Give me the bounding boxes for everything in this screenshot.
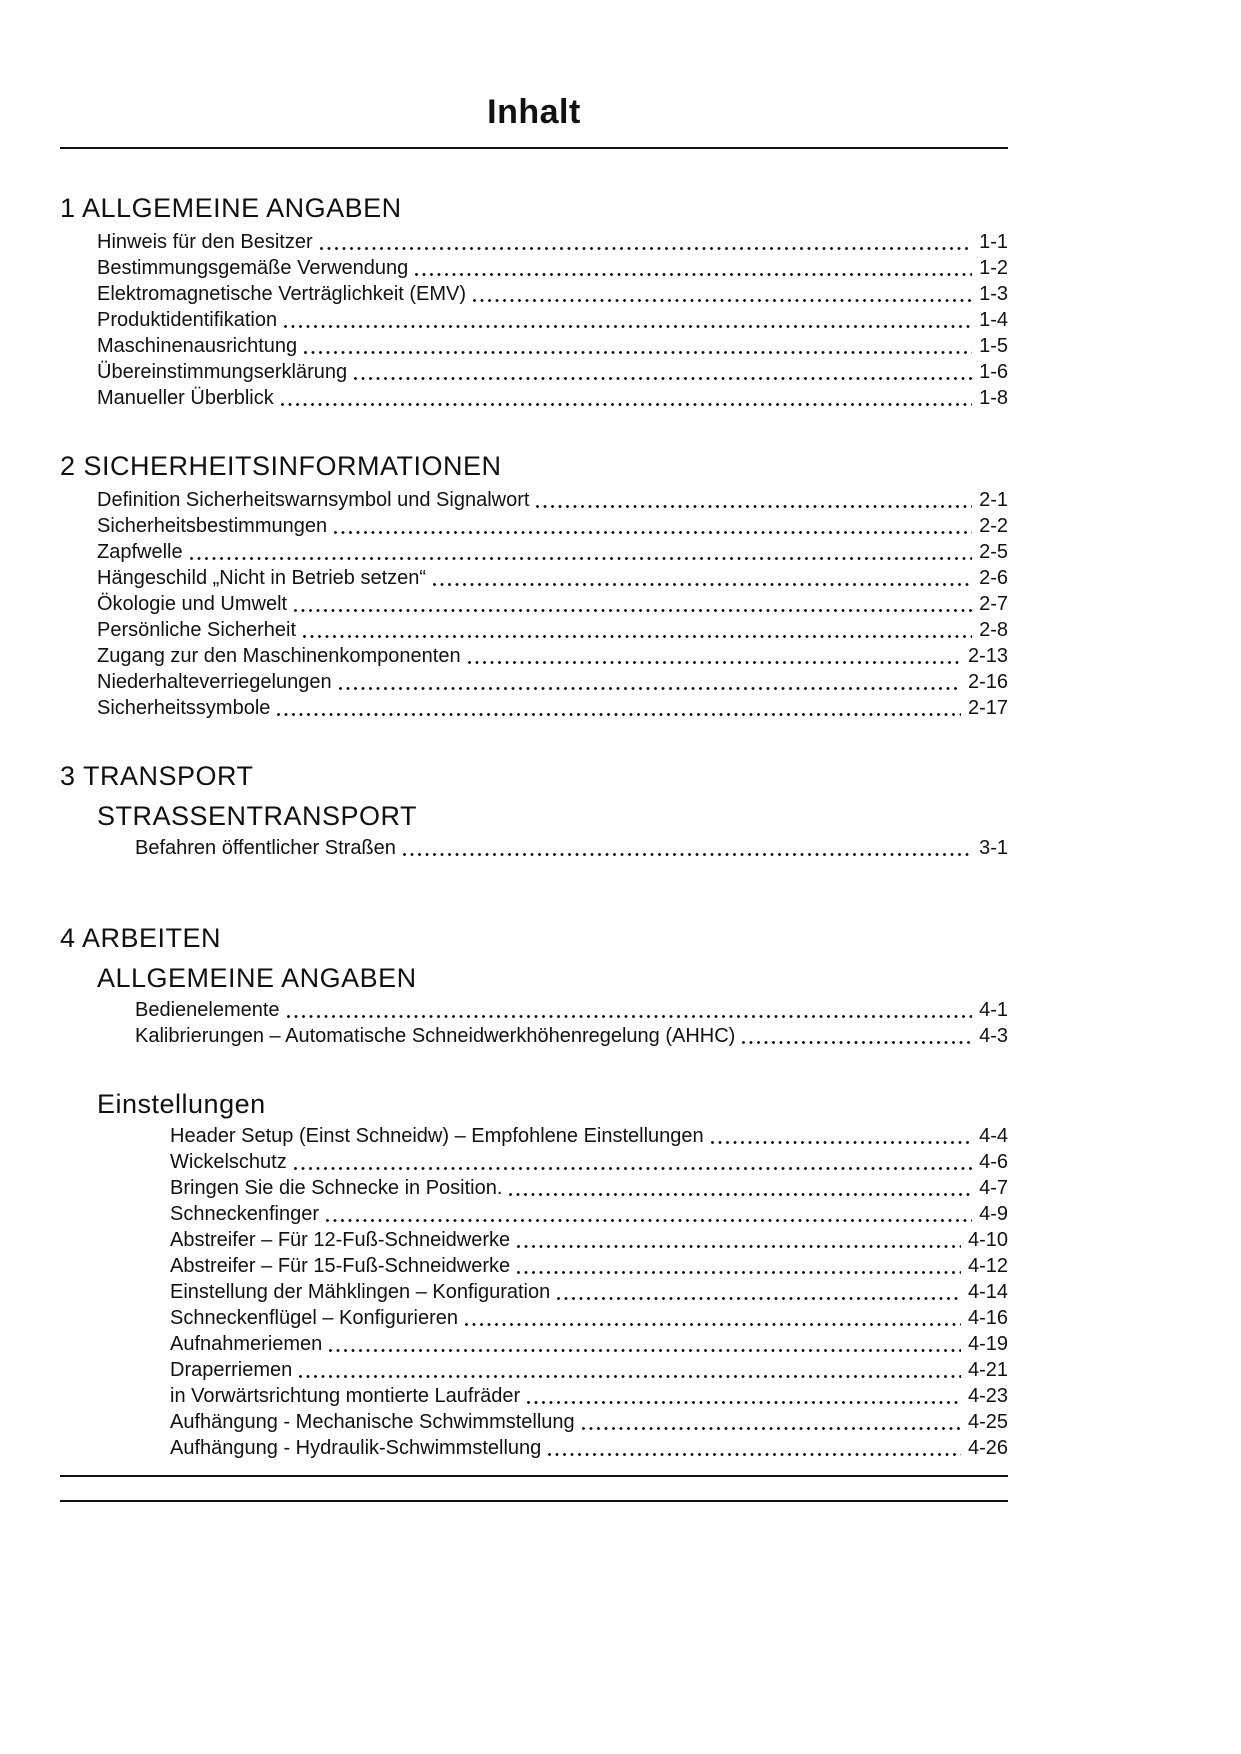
dot-leader: [509, 1193, 972, 1196]
toc-entry-title: Abstreifer – Für 15-Fuß-Schneidwerke: [170, 1255, 511, 1277]
toc-entry-page-number: 4-14: [967, 1281, 1008, 1303]
toc-entry-page-number: 1-5: [979, 335, 1008, 357]
dot-leader: [299, 1375, 961, 1378]
dot-leader: [473, 299, 972, 302]
toc-entry: [60, 539, 1008, 565]
toc-entry-title: Elektromagnetische Verträglichkeit (EMV): [97, 283, 467, 305]
toc-entry-page-number: 1-3: [979, 283, 1008, 305]
dot-leader: [339, 687, 961, 690]
footer-divider-bottom: [60, 1500, 1008, 1502]
table-of-contents: [60, 193, 1008, 1461]
toc-entry: [60, 229, 1008, 255]
dot-leader: [281, 403, 972, 406]
dot-leader: [536, 505, 972, 508]
toc-entry-title: Ökologie und Umwelt: [97, 593, 288, 615]
dot-leader: [433, 583, 972, 586]
toc-entry-page-number: 2-2: [979, 515, 1008, 537]
subsection-heading: Einstellungen: [97, 1089, 266, 1119]
toc-entry: [60, 1305, 1008, 1331]
toc-entry-page-number: 4-25: [967, 1411, 1008, 1433]
toc-entry-title: Aufhängung - Hydraulik-Schwimmstellung: [170, 1437, 542, 1459]
document-page: [60, 0, 1008, 1502]
toc-entry-title: Übereinstimmungserklärung: [97, 361, 348, 383]
toc-entry-title: Maschinenausrichtung: [97, 335, 298, 357]
toc-entry-page-number: 4-26: [967, 1437, 1008, 1459]
dot-leader: [354, 377, 972, 380]
toc-entry-page-number: 4-4: [979, 1125, 1008, 1147]
toc-entry-title: Wickelschutz: [170, 1151, 287, 1173]
toc-entry-page-number: 4-12: [967, 1255, 1008, 1277]
toc-entry: [60, 1149, 1008, 1175]
section-heading: 3 TRANSPORT: [60, 761, 254, 791]
toc-entry: [60, 281, 1008, 307]
dot-leader: [742, 1041, 972, 1044]
toc-entry: [60, 385, 1008, 411]
dot-leader: [294, 1167, 972, 1170]
dot-leader: [403, 853, 972, 856]
toc-entry-title: in Vorwärtsrichtung montierte Laufräder: [170, 1385, 521, 1407]
toc-entry: [60, 1409, 1008, 1435]
toc-entry-title: Bringen Sie die Schnecke in Position.: [170, 1177, 503, 1199]
toc-entry-title: Abstreifer – Für 12-Fuß-Schneidwerke: [170, 1229, 511, 1251]
section-heading: 4 ARBEITEN: [60, 923, 222, 953]
toc-entry-title: Persönliche Sicherheit: [97, 619, 296, 641]
toc-entry: [60, 643, 1008, 669]
title-divider: [60, 147, 1008, 149]
toc-entry: [60, 1279, 1008, 1305]
dot-leader: [303, 635, 972, 638]
dot-leader: [468, 661, 961, 664]
toc-entry-title: Sicherheitssymbole: [97, 697, 271, 719]
toc-entry: [60, 835, 1008, 861]
toc-entry: [60, 1175, 1008, 1201]
dot-leader: [415, 273, 972, 276]
dot-leader: [304, 351, 972, 354]
toc-entry-title: Produktidentifikation: [97, 309, 278, 331]
toc-entry-title: Zapfwelle: [97, 541, 183, 563]
toc-entry: [60, 997, 1008, 1023]
toc-entry-page-number: 4-9: [979, 1203, 1008, 1225]
dot-leader: [517, 1245, 961, 1248]
toc-entry-title: Aufnahmeriemen: [170, 1333, 323, 1355]
toc-entry: [60, 513, 1008, 539]
toc-entry-page-number: 2-17: [967, 697, 1008, 719]
toc-entry: [60, 695, 1008, 721]
dot-leader: [711, 1141, 972, 1144]
toc-entry-page-number: 2-5: [979, 541, 1008, 563]
toc-entry-title: Definition Sicherheitswarnsymbol und Signalwort: [97, 489, 530, 511]
toc-entry: [60, 359, 1008, 385]
toc-entry-page-number: 2-8: [979, 619, 1008, 641]
toc-entry: [60, 255, 1008, 281]
toc-entry: [60, 487, 1008, 513]
toc-entry-page-number: 4-19: [967, 1333, 1008, 1355]
toc-entry-title: Schneckenfinger: [170, 1203, 319, 1225]
toc-entry-title: Befahren öffentlicher Straßen: [135, 837, 396, 859]
toc-entry-page-number: 4-3: [979, 1025, 1008, 1047]
toc-entry-title: Aufhängung - Mechanische Schwimmstellung: [170, 1411, 575, 1433]
dot-leader: [582, 1427, 961, 1430]
dot-leader: [334, 531, 972, 534]
toc-entry-title: Hängeschild „Nicht in Betrieb setzen“: [97, 567, 427, 589]
subsection-heading: ALLGEMEINE ANGABEN: [97, 963, 417, 993]
dot-leader: [294, 609, 972, 612]
dot-leader: [517, 1271, 961, 1274]
toc-entry-title: Bestimmungsgemäße Verwendung: [97, 257, 409, 279]
toc-entry-page-number: 1-6: [979, 361, 1008, 383]
toc-entry: [60, 1253, 1008, 1279]
dot-leader: [287, 1015, 973, 1018]
dot-leader: [284, 325, 972, 328]
toc-entry: [60, 1357, 1008, 1383]
toc-entry-title: Schneckenflügel – Konfigurieren: [170, 1307, 458, 1329]
toc-entry-title: Header Setup (Einst Schneidw) – Empfohlene Einstellungen: [170, 1125, 704, 1147]
dot-leader: [190, 557, 972, 560]
toc-entry: [60, 565, 1008, 591]
dot-leader: [465, 1323, 961, 1326]
toc-entry-page-number: 4-1: [979, 999, 1008, 1021]
toc-entry: [60, 591, 1008, 617]
toc-entry-title: Zugang zur den Maschinenkomponenten: [97, 645, 461, 667]
toc-entry-title: Bedienelemente: [135, 999, 280, 1021]
toc-entry-title: Manueller Überblick: [97, 387, 274, 409]
dot-leader: [326, 1219, 972, 1222]
toc-entry-page-number: 3-1: [979, 837, 1008, 859]
toc-entry-page-number: 2-13: [967, 645, 1008, 667]
footer-divider-top: [60, 1475, 1008, 1477]
dot-leader: [548, 1453, 961, 1456]
toc-entry-page-number: 2-7: [979, 593, 1008, 615]
toc-entry-title: Draperriemen: [170, 1359, 293, 1381]
toc-entry-title: Kalibrierungen – Automatische Schneidwerkhöhenregelung (AHHC): [135, 1025, 736, 1047]
toc-entry-page-number: 1-4: [979, 309, 1008, 331]
toc-entry: [60, 1435, 1008, 1461]
section-heading: 1 ALLGEMEINE ANGABEN: [60, 193, 402, 223]
toc-entry-page-number: 4-21: [967, 1359, 1008, 1381]
toc-entry-page-number: 2-6: [979, 567, 1008, 589]
toc-entry: [60, 307, 1008, 333]
section-heading: 2 SICHERHEITSINFORMATIONEN: [60, 451, 502, 481]
dot-leader: [320, 247, 972, 250]
toc-entry: [60, 1227, 1008, 1253]
dot-leader: [557, 1297, 961, 1300]
toc-entry: [60, 617, 1008, 643]
footer-divider-group: [60, 1475, 1008, 1502]
page-title: Inhalt: [487, 93, 581, 131]
toc-entry-page-number: 2-16: [967, 671, 1008, 693]
toc-entry-title: Niederhalteverriegelungen: [97, 671, 332, 693]
toc-entry: [60, 1123, 1008, 1149]
toc-entry: [60, 1383, 1008, 1409]
toc-entry-page-number: 4-6: [979, 1151, 1008, 1173]
toc-entry: [60, 333, 1008, 359]
toc-entry-page-number: 4-16: [967, 1307, 1008, 1329]
toc-entry-page-number: 1-1: [979, 231, 1008, 253]
toc-entry-page-number: 4-10: [967, 1229, 1008, 1251]
dot-leader: [277, 713, 961, 716]
toc-entry: [60, 1023, 1008, 1049]
toc-entry: [60, 1201, 1008, 1227]
toc-entry: [60, 669, 1008, 695]
toc-entry-page-number: 4-7: [979, 1177, 1008, 1199]
toc-entry: [60, 1331, 1008, 1357]
toc-entry-title: Hinweis für den Besitzer: [97, 231, 313, 253]
dot-leader: [527, 1401, 961, 1404]
toc-entry-title: Einstellung der Mähklingen – Konfiguration: [170, 1281, 551, 1303]
toc-entry-page-number: 2-1: [979, 489, 1008, 511]
toc-entry-page-number: 1-8: [979, 387, 1008, 409]
toc-entry-page-number: 4-23: [967, 1385, 1008, 1407]
subsection-heading: STRASSENTRANSPORT: [97, 801, 418, 831]
toc-entry-page-number: 1-2: [979, 257, 1008, 279]
dot-leader: [329, 1349, 961, 1352]
toc-entry-title: Sicherheitsbestimmungen: [97, 515, 328, 537]
